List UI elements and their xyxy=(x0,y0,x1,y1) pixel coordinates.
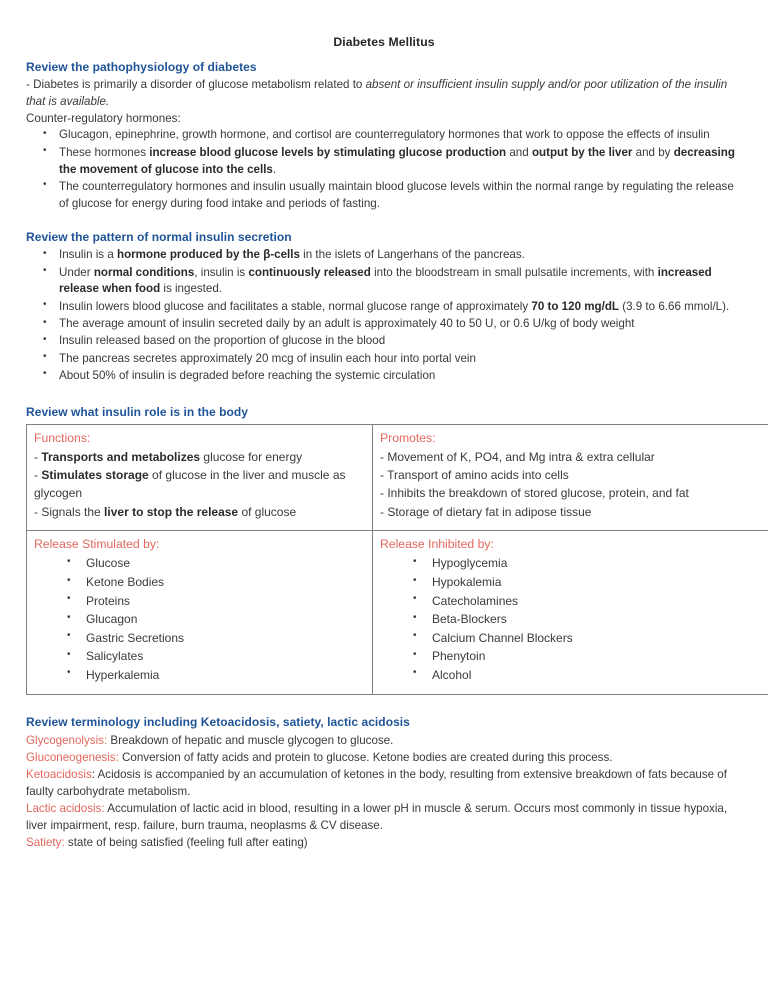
body-text: - Inhibits the breakdown of stored glucose, protein, and fat xyxy=(380,486,689,501)
promotes-title: Promotes: xyxy=(380,430,436,445)
table-cell-line xyxy=(34,466,365,502)
table-cell-release-stimulated xyxy=(27,530,373,694)
list-item: • Phenytoin xyxy=(380,647,768,666)
list-item xyxy=(26,316,742,333)
table-row-functions-promotes xyxy=(27,424,768,530)
terminology-term: Glycogenolysis: xyxy=(26,733,108,747)
spacer-after-insulin-secretion xyxy=(26,385,742,404)
body-text: Insulin released based on the proportion of glucose in the blood xyxy=(59,334,386,348)
body-text: - Storage of dietary fat in adipose tissue xyxy=(380,504,592,519)
emphasis-text: output by the liver xyxy=(531,145,633,159)
emphasis-text: liver to stop the release xyxy=(104,504,239,519)
list-item: • Gastric Secretions xyxy=(34,629,365,648)
terminology-definition: state of being satisfied (feeling full after eating) xyxy=(64,836,308,850)
table-cell-line xyxy=(380,466,768,484)
body-text: About 50% of insulin is degraded before reaching the systemic circulation xyxy=(59,368,436,382)
emphasis-text: Stimulates storage xyxy=(41,468,149,483)
body-text: Insulin lowers blood glucose and facilitates a stable, normal glucose range of approximately xyxy=(59,299,532,313)
release-stimulated-title: Release Stimulated by: xyxy=(34,536,160,551)
list-item xyxy=(26,179,742,213)
list-item: • Glucagon xyxy=(34,610,365,629)
terminology-definition: Conversion of fatty acids and protein to glucose. Ketone bodies are created during this process. xyxy=(118,751,613,764)
promotes-lines xyxy=(380,448,768,521)
body-text: into the bloodstream in small pulsatile increments, with xyxy=(370,265,658,279)
section-heading-insulin-secretion: Review the pattern of normal insulin secretion xyxy=(26,229,292,244)
terminology-entry xyxy=(26,749,742,766)
insulin-role-table xyxy=(26,424,768,695)
spacer-after-pathophysiology xyxy=(26,213,742,229)
terminology-definition: Accumulation of lactic acid in blood, resulting in a lower pH in muscle & serum. Occurs most commonly in tissue hypoxia, liver impairment, resp. failure, burn trauma, neoplasms & CV disease. xyxy=(26,802,728,833)
body-text: - Signals the xyxy=(34,504,105,519)
functions-lines xyxy=(34,448,365,521)
list-item xyxy=(26,145,742,179)
emphasis-text: hormone produced by the β-cells xyxy=(117,248,300,262)
section-heading-terminology: Review terminology including Ketoacidosis, satiety, lactic acidosis xyxy=(26,714,410,729)
list-item: • Catecholamines xyxy=(380,592,768,611)
body-text: Glucagon, epinephrine, growth hormone, and cortisol are counterregulatory hormones that work to oppose the effects of insulin xyxy=(59,128,710,142)
body-text: (3.9 to 6.66 mmol/L). xyxy=(619,299,730,313)
pathophysiology-lead-italic: absent or insufficient insulin supply and/or poor utilization of the insulin that is available. xyxy=(26,78,728,108)
table-cell-line xyxy=(380,448,768,466)
section-heading-pathophysiology: Review the pathophysiology of diabetes xyxy=(26,59,257,74)
body-text: - xyxy=(34,449,42,464)
list-item xyxy=(26,265,742,299)
emphasis-text: normal conditions xyxy=(93,265,195,279)
terminology-entry xyxy=(26,834,742,851)
pathophysiology-bullet-list xyxy=(26,127,742,212)
pathophysiology-lead-plain: - Diabetes is primarily a disorder of glucose metabolism related to xyxy=(26,78,366,92)
body-text: The average amount of insulin secreted daily by an adult is approximately 40 to 50 U, or 0.6 U/kg of body weight xyxy=(59,317,635,331)
list-item: • Hyperkalemia xyxy=(34,666,365,685)
emphasis-text: decreasing the movement of glucose into the cells xyxy=(59,145,735,176)
list-item: • Proteins xyxy=(34,592,365,611)
release-inhibited-title: Release Inhibited by: xyxy=(380,536,494,551)
functions-title: Functions: xyxy=(34,430,91,445)
list-item: • Hypokalemia xyxy=(380,573,768,592)
table-cell-line xyxy=(380,484,768,502)
body-text: and by xyxy=(632,145,674,159)
body-text: is ingested. xyxy=(160,282,223,296)
emphasis-text: increase blood glucose levels by stimulating glucose production xyxy=(149,145,507,159)
body-text: in the islets of Langerhans of the pancreas. xyxy=(299,248,525,262)
emphasis-text: 70 to 120 mg/dL xyxy=(531,299,620,313)
emphasis-text: continuously released xyxy=(248,265,371,279)
terminology-term: Ketoacidosis xyxy=(26,768,92,782)
page-title: Diabetes Mellitus xyxy=(333,35,435,49)
body-text: Under xyxy=(59,265,94,279)
insulin-secretion-bullet-list xyxy=(26,247,742,384)
body-text: glucose for energy xyxy=(200,449,303,464)
list-item: • Calcium Channel Blockers xyxy=(380,629,768,648)
table-cell-release-inhibited xyxy=(373,530,768,694)
emphasis-text: increased release when food xyxy=(59,265,712,296)
body-text: - xyxy=(34,468,42,483)
terminology-definition: : Acidosis is accompanied by an accumulation of ketones in the body, resulting from extensive breakdown of fats because of faulty carbohydrate metabolism. xyxy=(26,768,727,799)
list-item: • Ketone Bodies xyxy=(34,573,365,592)
list-item: • Alcohol xyxy=(380,666,768,685)
release-stimulated-list xyxy=(34,554,365,684)
list-item: • Beta-Blockers xyxy=(380,610,768,629)
body-text: These hormones xyxy=(59,145,150,159)
counter-regulatory-subheading: Counter-regulatory hormones: xyxy=(26,111,181,125)
terminology-term: Satiety: xyxy=(26,836,65,850)
list-item: • Glucose xyxy=(34,554,365,573)
list-item xyxy=(26,299,742,316)
body-text: - Transport of amino acids into cells xyxy=(380,468,569,483)
terminology-entry xyxy=(26,800,742,834)
body-text: The pancreas secretes approximately 20 mcg of insulin each hour into portal vein xyxy=(59,351,476,365)
body-text: , insulin is xyxy=(194,265,249,279)
section-heading-insulin-role: Review what insulin role is in the body xyxy=(26,405,248,420)
table-cell-line xyxy=(380,503,768,521)
table-row-release xyxy=(27,530,768,694)
terminology-entry xyxy=(26,766,742,800)
list-item: • Hypoglycemia xyxy=(380,554,768,573)
body-text: of glucose in the liver and muscle as glycogen xyxy=(34,468,346,501)
body-text: . xyxy=(272,162,277,176)
table-cell-promotes xyxy=(373,424,768,530)
body-text: - Movement of K, PO4, and Mg intra & extra cellular xyxy=(380,449,655,464)
body-text: Insulin is a xyxy=(59,248,117,262)
list-item xyxy=(26,351,742,368)
table-cell-line xyxy=(34,503,365,521)
emphasis-text: Transports and metabolizes xyxy=(41,449,201,464)
table-cell-line xyxy=(34,448,365,466)
list-item xyxy=(26,368,742,385)
terminology-definition: Breakdown of hepatic and muscle glycogen to glucose. xyxy=(107,733,394,747)
spacer-after-table xyxy=(26,695,742,714)
terminology-term: Gluconeogenesis: xyxy=(26,751,119,764)
table-cell-functions xyxy=(27,424,373,530)
body-text: of glucose xyxy=(238,504,297,519)
terminology-term: Lactic acidosis: xyxy=(26,802,105,816)
terminology-entry xyxy=(26,732,742,749)
body-text: The counterregulatory hormones and insulin usually maintain blood glucose levels within the normal range by regulating the release of glucose for energy during food intake and periods of fasting. xyxy=(59,179,734,210)
terminology-entries xyxy=(26,732,742,851)
release-inhibited-list xyxy=(380,554,768,684)
list-item xyxy=(26,127,742,144)
list-item xyxy=(26,333,742,350)
list-item xyxy=(26,247,742,264)
pathophysiology-lead xyxy=(26,77,742,111)
list-item: • Salicylates xyxy=(34,647,365,666)
body-text: and xyxy=(506,145,532,159)
